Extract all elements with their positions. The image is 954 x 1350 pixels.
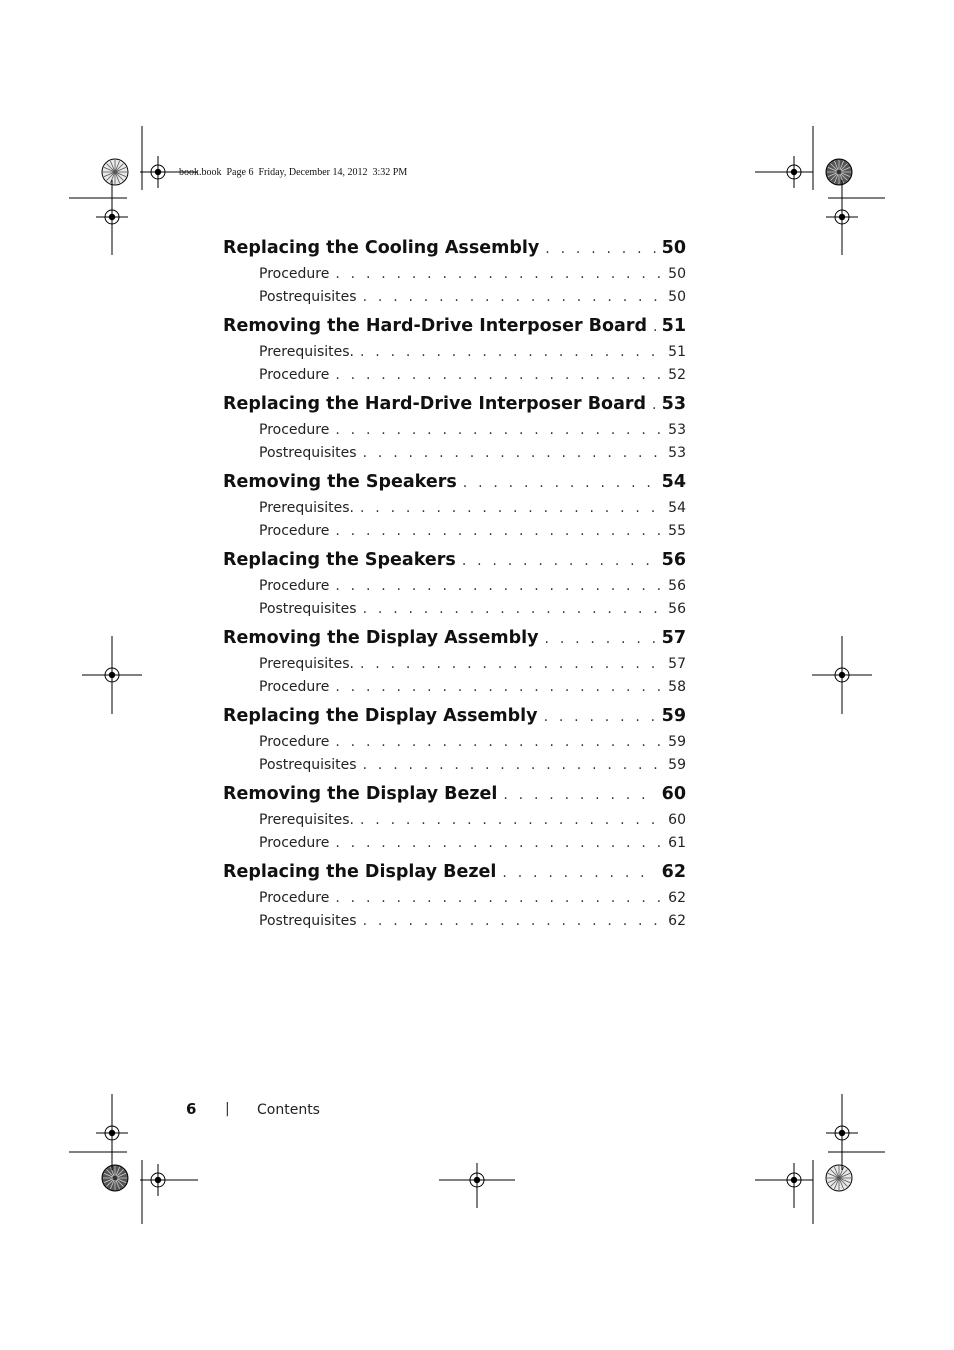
toc-entry-label: Procedure	[259, 522, 330, 539]
color-wheel-icon	[826, 159, 852, 185]
toc-entry-label: Postrequisites	[259, 912, 357, 929]
dot-leader	[360, 809, 660, 832]
toc-heading-row[interactable]	[223, 468, 686, 497]
toc-entry-label: Procedure	[259, 266, 330, 282]
color-wheel-icon	[102, 159, 128, 185]
toc-heading-page: 51	[661, 316, 686, 336]
toc-entry-page: 51	[668, 344, 686, 360]
dot-leader	[335, 887, 660, 910]
toc-entry-page: 56	[668, 578, 686, 594]
toc-heading-page: 57	[661, 628, 686, 648]
dot-leader	[363, 598, 660, 621]
toc-heading-page: 60	[661, 784, 686, 804]
dot-leader	[335, 676, 660, 699]
toc-section	[223, 702, 686, 776]
dot-leader	[335, 575, 660, 598]
toc-entry-label: Prerequisites.	[259, 500, 354, 516]
toc-heading-row[interactable]	[223, 234, 686, 263]
toc-entry-page: 57	[668, 656, 686, 672]
toc-heading-title: Removing the Hard-Drive Interposer Board	[223, 316, 647, 336]
toc-entry-row[interactable]	[223, 676, 686, 699]
toc-section	[223, 624, 686, 698]
toc-entry-page: 58	[668, 678, 686, 695]
toc-entry-row[interactable]	[223, 364, 686, 387]
toc-entry-page: 52	[668, 366, 686, 383]
toc-heading-page: 62	[661, 862, 686, 882]
toc-section	[223, 546, 686, 620]
toc-entry-row[interactable]	[223, 598, 686, 621]
toc-heading-row[interactable]	[223, 546, 686, 575]
toc-entry-label: Prerequisites.	[259, 656, 354, 672]
toc-entry-row[interactable]	[223, 497, 686, 520]
toc-section	[223, 468, 686, 542]
toc-heading-page: 54	[661, 472, 686, 492]
toc-heading-row[interactable]	[223, 624, 686, 653]
dot-leader	[335, 263, 660, 286]
dot-leader	[653, 313, 656, 341]
toc-entry-row[interactable]	[223, 887, 686, 910]
footer-separator: |	[225, 1101, 230, 1117]
dot-leader	[360, 497, 660, 520]
toc-section	[223, 312, 686, 386]
color-wheel-icon	[102, 1165, 128, 1191]
toc-entry-page: 53	[668, 444, 686, 461]
toc-entry-row[interactable]	[223, 520, 686, 543]
toc-heading-title: Removing the Speakers	[223, 472, 457, 492]
toc-heading-row[interactable]	[223, 312, 686, 341]
toc-entry-page: 59	[668, 756, 686, 773]
toc-heading-row[interactable]	[223, 390, 686, 419]
dot-leader	[335, 520, 660, 543]
toc-entry-page: 62	[668, 912, 686, 929]
toc-entry-row[interactable]	[223, 731, 686, 754]
toc-entry-row[interactable]	[223, 653, 686, 676]
toc-entry-page: 62	[668, 890, 686, 906]
toc-entry-row[interactable]	[223, 442, 686, 465]
toc-entry-page: 53	[668, 422, 686, 438]
dot-leader	[335, 832, 660, 855]
dot-leader	[363, 910, 660, 933]
table-of-contents	[223, 234, 686, 932]
toc-entry-label: Prerequisites.	[259, 344, 354, 360]
toc-entry-label: Postrequisites	[259, 756, 357, 773]
toc-entry-row[interactable]	[223, 809, 686, 832]
toc-entry-label: Postrequisites	[259, 288, 357, 305]
toc-entry-page: 50	[668, 288, 686, 305]
toc-entry-page: 60	[668, 812, 686, 828]
footer-section-label: Contents	[257, 1102, 320, 1118]
toc-entry-label: Prerequisites.	[259, 812, 354, 828]
toc-entry-label: Procedure	[259, 734, 330, 750]
toc-entry-page: 56	[668, 600, 686, 617]
toc-section	[223, 390, 686, 464]
toc-entry-row[interactable]	[223, 286, 686, 309]
toc-entry-page: 59	[668, 734, 686, 750]
toc-heading-title: Removing the Display Assembly	[223, 628, 539, 648]
toc-entry-label: Procedure	[259, 678, 330, 695]
toc-entry-row[interactable]	[223, 419, 686, 442]
dot-leader	[335, 364, 660, 387]
dot-leader	[462, 547, 656, 575]
toc-entry-row[interactable]	[223, 910, 686, 933]
toc-entry-row[interactable]	[223, 575, 686, 598]
dot-leader	[360, 653, 660, 676]
toc-entry-label: Postrequisites	[259, 444, 357, 461]
dot-leader	[502, 859, 655, 887]
toc-heading-title: Replacing the Speakers	[223, 550, 456, 570]
toc-entry-label: Procedure	[259, 578, 330, 594]
toc-entry-label: Postrequisites	[259, 600, 357, 617]
toc-section	[223, 234, 686, 308]
toc-entry-row[interactable]	[223, 263, 686, 286]
dot-leader	[363, 286, 660, 309]
toc-heading-title: Replacing the Display Bezel	[223, 862, 497, 882]
toc-entry-row[interactable]	[223, 754, 686, 777]
dot-leader	[545, 625, 656, 653]
toc-section	[223, 858, 686, 932]
toc-heading-row[interactable]	[223, 702, 686, 731]
toc-heading-page: 53	[661, 394, 686, 414]
dot-leader	[335, 731, 660, 754]
toc-entry-label: Procedure	[259, 890, 330, 906]
print-slug: book.book Page 6 Friday, December 14, 2012 3:32 PM	[179, 167, 408, 178]
toc-entry-page: 54	[668, 500, 686, 516]
dot-leader	[335, 419, 660, 442]
toc-heading-title: Removing the Display Bezel	[223, 784, 498, 804]
footer-page-number: 6	[186, 1100, 197, 1118]
toc-heading-row[interactable]	[223, 780, 686, 809]
toc-entry-row[interactable]	[223, 832, 686, 855]
toc-entry-label: Procedure	[259, 422, 330, 438]
dot-leader	[503, 781, 655, 809]
toc-heading-page: 56	[661, 550, 686, 570]
toc-heading-title: Replacing the Hard-Drive Interposer Board	[223, 394, 647, 414]
toc-heading-title: Replacing the Cooling Assembly	[223, 238, 540, 258]
toc-heading-page: 59	[661, 706, 686, 726]
toc-entry-label: Procedure	[259, 834, 330, 851]
toc-entry-page: 55	[668, 522, 686, 539]
dot-leader	[463, 469, 656, 497]
toc-heading-row[interactable]	[223, 858, 686, 887]
dot-leader	[545, 235, 655, 263]
toc-entry-row[interactable]	[223, 341, 686, 364]
toc-entry-label: Procedure	[259, 366, 330, 383]
toc-section	[223, 780, 686, 854]
dot-leader	[363, 442, 660, 465]
dot-leader	[544, 703, 656, 731]
toc-heading-page: 50	[661, 238, 686, 258]
toc-entry-page: 50	[668, 266, 686, 282]
dot-leader	[363, 754, 660, 777]
dot-leader	[360, 341, 660, 364]
dot-leader	[652, 391, 656, 419]
toc-entry-page: 61	[668, 834, 686, 851]
color-wheel-icon	[826, 1165, 852, 1191]
toc-heading-title: Replacing the Display Assembly	[223, 706, 538, 726]
